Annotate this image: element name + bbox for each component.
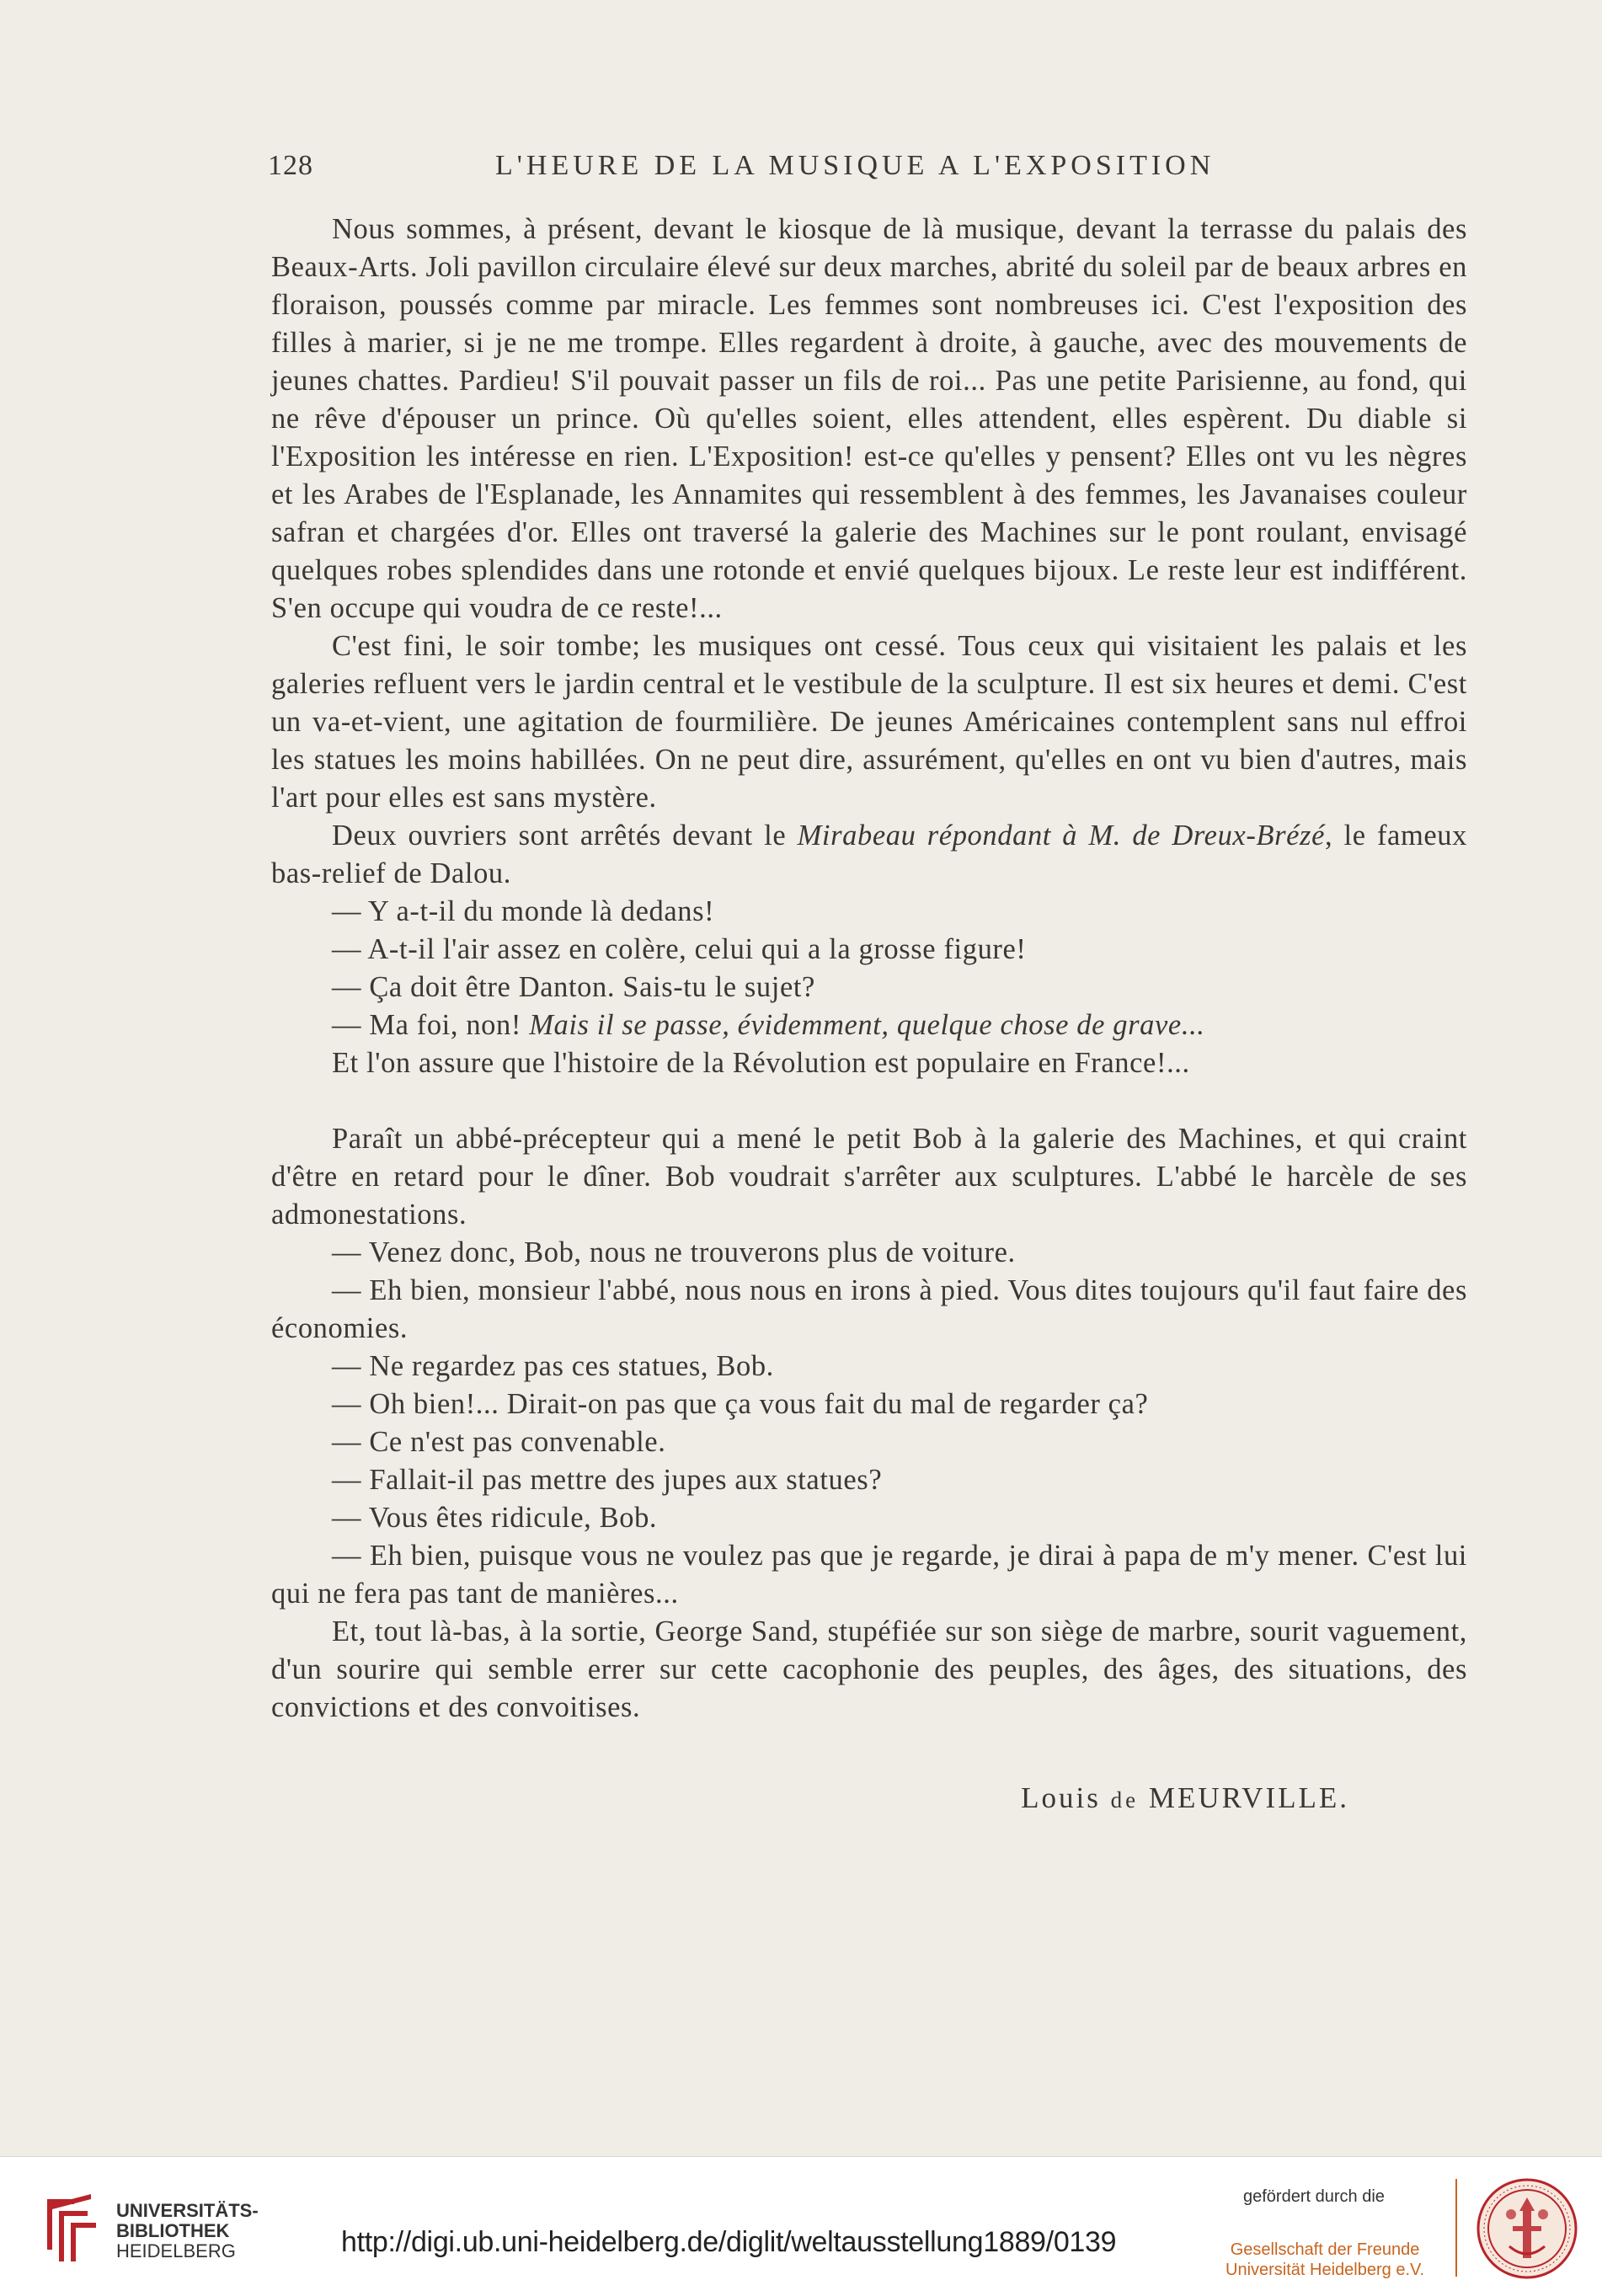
- running-head: [268, 150, 1464, 189]
- dialogue-line: — Oh bien!... Dirait-on pas que ça vous fait du mal de regarder ça?: [332, 1388, 1149, 1420]
- library-name: [116, 2201, 259, 2261]
- paragraph: [271, 817, 1467, 893]
- dialogue-line: — Eh bien, monsieur l'abbé, nous nous en irons à pied. Vous dites toujours qu'il faut faire des économies.: [271, 1274, 1467, 1344]
- paragraph: Nous sommes, à présent, devant le kiosque de là musique, devant la terrasse du palais des Beaux-Arts. Joli pavillon circulaire élevé sur deux marches, abrité du soleil par de beaux arbres en floraison, poussés comme par miracle. Les femmes sont nombreuses ici. C'est l'exposition des filles à marier, si je ne me trompe. Elles regardent à droite, à gauche, avec des mouvements de jeunes chattes. Pardieu! S'il pouvait passer un fils de roi... Pas une petite Parisienne, au fond, qui ne rêve d'épouser un prince. Où qu'elles soient, elles attendent, elles espèrent. Du diable si l'Exposition les intéresse en rien. L'Exposition! est-ce qu'elles y pensent? Elles ont vu les nègres et les Arabes de l'Esplanade, les Annamites qui ressemblent à des femmes, les Javanaises couleur safran et chargées d'or. Elles ont traversé la galerie des Machines sur le pont roulant, envisagé quelques robes splendides dans une rotonde et envié quelques bijoux. Le reste leur est indifférent. S'en occupe qui voudra de ce reste!...: [271, 213, 1467, 624]
- dialogue-line: — Fallait-il pas mettre des jupes aux statues?: [332, 1464, 883, 1496]
- library-name-line: HEIDELBERG: [116, 2240, 236, 2261]
- dialogue-line: — Eh bien, puisque vous ne voulez pas que je regarde, je dirai à papa de m'y mener. C'est lui qui ne fera pas tant de manières...: [271, 1540, 1467, 1610]
- dialogue-line: — Ne regardez pas ces statues, Bob.: [332, 1350, 774, 1382]
- dialogue-line: [271, 1007, 1467, 1044]
- header-title: L'HEURE DE LA MUSIQUE A L'EXPOSITION: [495, 150, 1215, 181]
- dialogue-line: — Ça doit être Danton. Sais-tu le sujet?: [332, 971, 815, 1003]
- sponsor-name-line: Gesellschaft der Freunde: [1230, 2240, 1420, 2259]
- paragraph: C'est fini, le soir tombe; les musiques ont cessé. Tous ceux qui visitaient les palais et les galeries refluent vers le jardin central et le vestibule de la sculpture. Il est six heures et demi. C'est un va-et-vient, une agitation de fourmilière. De jeunes Américaines contemplent sans nul effroi les statues les moins habillées. On ne peut dire, assurément, qu'elles en ont vu bien d'autres, mais l'art pour elles est sans mystère.: [271, 630, 1467, 814]
- library-name-line: UNIVERSITÄTS-: [116, 2200, 259, 2221]
- footer-divider: [1455, 2179, 1457, 2277]
- sponsor-name: [1226, 2240, 1424, 2280]
- digitization-footer: [0, 2156, 1602, 2296]
- paragraph-text: , le fameux bas-relief de Dalou.: [271, 820, 1468, 889]
- article-body: [271, 211, 1467, 1727]
- author-particle: de: [1110, 1787, 1140, 1813]
- dialogue-line: — Vous êtes ridicule, Bob.: [332, 1502, 658, 1534]
- permalink-url[interactable]: http://digi.ub.uni-heidelberg.de/diglit/weltausstellung1889/0139: [341, 2226, 1117, 2258]
- author-first-name: Louis: [1021, 1781, 1101, 1814]
- sponsor-name-line: Universität Heidelberg e.V.: [1226, 2261, 1425, 2279]
- university-seal-icon: [1476, 2177, 1578, 2280]
- paragraph: Et l'on assure que l'histoire de la Révolution est populaire en France!...: [332, 1047, 1190, 1079]
- dialogue-line: — Venez donc, Bob, nous ne trouverons plus de voiture.: [332, 1236, 1016, 1268]
- dialogue-line: — Y a-t-il du monde là dedans!: [332, 895, 715, 927]
- italic-title: Mirabeau répondant à M. de Dreux-Brézé: [797, 820, 1325, 852]
- page-number: 128: [268, 150, 313, 181]
- dialogue-line: — Ce n'est pas convenable.: [332, 1426, 666, 1458]
- dialogue-text: — Ma foi, non!: [332, 1009, 521, 1041]
- author-last-name: MEURVILLE.: [1148, 1781, 1349, 1814]
- library-name-line: BIBLIOTHEK: [116, 2220, 230, 2241]
- sponsor-label: gefördert durch die: [1243, 2187, 1385, 2206]
- paragraph: Paraît un abbé-précepteur qui a mené le petit Bob à la galerie des Machines, et qui craint d'être en retard pour le dîner. Bob voudrait s'arrêter aux sculptures. L'abbé le harcèle de ses admonestations.: [271, 1123, 1467, 1231]
- italic-quote: Mais il se passe, évidemment, quelque chose de grave...: [529, 1009, 1205, 1041]
- paragraph: Et, tout là-bas, à la sortie, George Sand, stupéfiée sur son siège de marbre, sourit vaguement, d'un sourire qui semble errer sur cette cacophonie des peuples, des âges, des situations, des convictions et des convoitises.: [271, 1615, 1467, 1723]
- author-signature: [1021, 1781, 1349, 1815]
- paragraph-text: Deux ouvriers sont arrêtés devant le: [332, 820, 787, 852]
- dialogue-line: — A-t-il l'air assez en colère, celui qui a la grosse figure!: [332, 933, 1027, 965]
- ub-heidelberg-logo-icon: [40, 2191, 101, 2263]
